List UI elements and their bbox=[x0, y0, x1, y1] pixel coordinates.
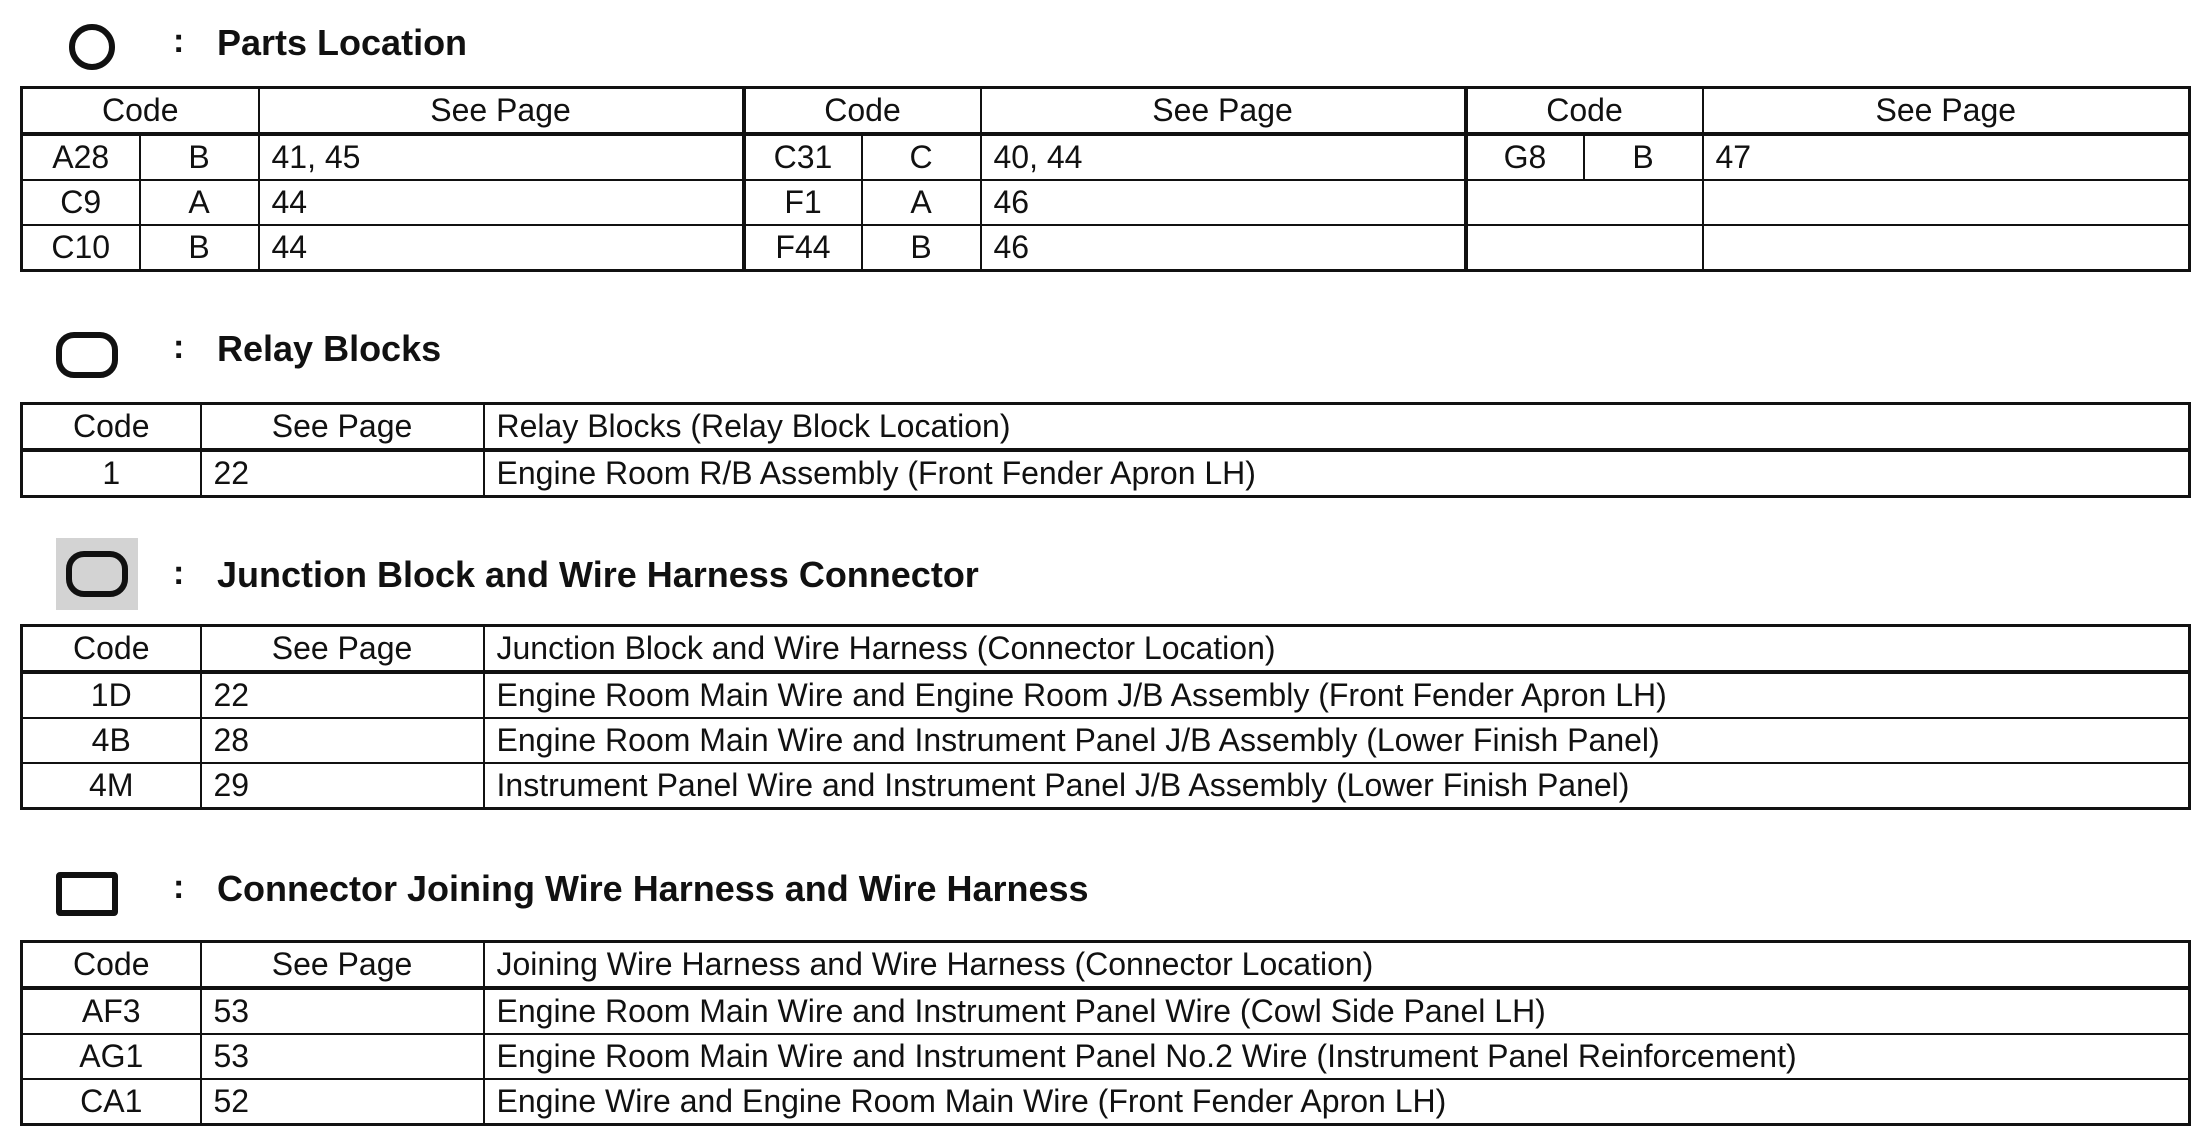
variant-cell: B bbox=[862, 225, 981, 271]
header-description: Relay Blocks (Relay Block Location) bbox=[484, 404, 2190, 451]
header-see-page: See Page bbox=[981, 88, 1466, 135]
description-cell: Engine Room Main Wire and Instrument Panel J/B Assembly (Lower Finish Panel) bbox=[484, 718, 2190, 763]
table-header-row bbox=[22, 626, 2190, 673]
code-cell: 1D bbox=[22, 672, 201, 718]
page-cell: 22 bbox=[201, 672, 484, 718]
table-header-row bbox=[22, 88, 2190, 135]
page-cell: 46 bbox=[981, 180, 1466, 225]
description-cell: Engine Room Main Wire and Instrument Panel No.2 Wire (Instrument Panel Reinforcement) bbox=[484, 1034, 2190, 1079]
header-code: Code bbox=[1466, 88, 1703, 135]
variant-cell: C bbox=[862, 134, 981, 180]
code-cell: C31 bbox=[744, 134, 862, 180]
header-code: Code bbox=[22, 404, 201, 451]
code-cell: 4B bbox=[22, 718, 201, 763]
description-cell: Engine Room R/B Assembly (Front Fender Apron LH) bbox=[484, 450, 2190, 497]
code-cell: F1 bbox=[744, 180, 862, 225]
table-row bbox=[22, 763, 2190, 809]
table-row bbox=[22, 1034, 2190, 1079]
header-code: Code bbox=[22, 942, 201, 989]
parts-location-header bbox=[0, 14, 2205, 84]
table-header-row bbox=[22, 404, 2190, 451]
page-cell: 53 bbox=[201, 1034, 484, 1079]
header-description: Joining Wire Harness and Wire Harness (Connector Location) bbox=[484, 942, 2190, 989]
table-header-row bbox=[22, 942, 2190, 989]
table-row bbox=[22, 988, 2190, 1034]
variant-cell: A bbox=[140, 180, 259, 225]
description-cell: Engine Wire and Engine Room Main Wire (Front Fender Apron LH) bbox=[484, 1079, 2190, 1125]
colon: : bbox=[173, 554, 185, 592]
table-row bbox=[22, 180, 2190, 225]
joining-connector-table bbox=[20, 940, 2191, 1126]
section-title: Connector Joining Wire Harness and Wire Harness bbox=[217, 868, 1089, 909]
page-cell: 22 bbox=[201, 450, 484, 497]
shaded-rounded-rect-icon bbox=[66, 551, 128, 597]
page-cell: 40, 44 bbox=[981, 134, 1466, 180]
table-row bbox=[22, 718, 2190, 763]
code-cell: C10 bbox=[22, 225, 140, 271]
page-cell: 44 bbox=[259, 180, 744, 225]
header-see-page: See Page bbox=[201, 404, 484, 451]
code-cell: 1 bbox=[22, 450, 201, 497]
table-row bbox=[22, 450, 2190, 497]
header-code: Code bbox=[22, 88, 259, 135]
empty-cell bbox=[1703, 180, 2190, 225]
code-cell: AF3 bbox=[22, 988, 201, 1034]
relay-blocks-header bbox=[0, 320, 2205, 390]
section-title: Junction Block and Wire Harness Connector bbox=[217, 554, 979, 595]
relay-blocks-table bbox=[20, 402, 2191, 498]
page-cell: 52 bbox=[201, 1079, 484, 1125]
section-title: Relay Blocks bbox=[217, 328, 442, 369]
circle-icon bbox=[69, 24, 115, 70]
header-see-page: See Page bbox=[201, 942, 484, 989]
section-title: Parts Location bbox=[217, 22, 468, 63]
colon: : bbox=[173, 868, 185, 906]
header-see-page: See Page bbox=[201, 626, 484, 673]
empty-cell bbox=[1466, 180, 1703, 225]
code-cell: C9 bbox=[22, 180, 140, 225]
page-cell: 28 bbox=[201, 718, 484, 763]
header-description: Junction Block and Wire Harness (Connector Location) bbox=[484, 626, 2190, 673]
header-code: Code bbox=[22, 626, 201, 673]
junction-block-table bbox=[20, 624, 2191, 810]
variant-cell: B bbox=[1584, 134, 1703, 180]
page-cell: 53 bbox=[201, 988, 484, 1034]
code-cell: G8 bbox=[1466, 134, 1584, 180]
empty-cell bbox=[1703, 225, 2190, 271]
page-cell: 46 bbox=[981, 225, 1466, 271]
table-row bbox=[22, 672, 2190, 718]
page-cell: 41, 45 bbox=[259, 134, 744, 180]
colon: : bbox=[173, 328, 185, 366]
header-see-page: See Page bbox=[259, 88, 744, 135]
rectangle-icon bbox=[56, 872, 118, 916]
table-row bbox=[22, 134, 2190, 180]
joining-connector-header bbox=[0, 860, 2205, 930]
junction-block-header bbox=[0, 538, 2205, 608]
table-row bbox=[22, 225, 2190, 271]
code-cell: F44 bbox=[744, 225, 862, 271]
parts-location-table bbox=[20, 86, 2191, 272]
header-see-page: See Page bbox=[1703, 88, 2190, 135]
rounded-rect-icon bbox=[56, 332, 118, 378]
code-cell: 4M bbox=[22, 763, 201, 809]
variant-cell: A bbox=[862, 180, 981, 225]
description-cell: Engine Room Main Wire and Engine Room J/B Assembly (Front Fender Apron LH) bbox=[484, 672, 2190, 718]
code-cell: AG1 bbox=[22, 1034, 201, 1079]
variant-cell: B bbox=[140, 225, 259, 271]
page-cell: 44 bbox=[259, 225, 744, 271]
code-cell: A28 bbox=[22, 134, 140, 180]
description-cell: Engine Room Main Wire and Instrument Panel Wire (Cowl Side Panel LH) bbox=[484, 988, 2190, 1034]
table-row bbox=[22, 1079, 2190, 1125]
code-cell: CA1 bbox=[22, 1079, 201, 1125]
variant-cell: B bbox=[140, 134, 259, 180]
shaded-symbol-background bbox=[56, 538, 138, 610]
page-cell: 47 bbox=[1703, 134, 2190, 180]
empty-cell bbox=[1466, 225, 1703, 271]
colon: : bbox=[173, 22, 185, 60]
page-cell: 29 bbox=[201, 763, 484, 809]
description-cell: Instrument Panel Wire and Instrument Panel J/B Assembly (Lower Finish Panel) bbox=[484, 763, 2190, 809]
header-code: Code bbox=[744, 88, 981, 135]
